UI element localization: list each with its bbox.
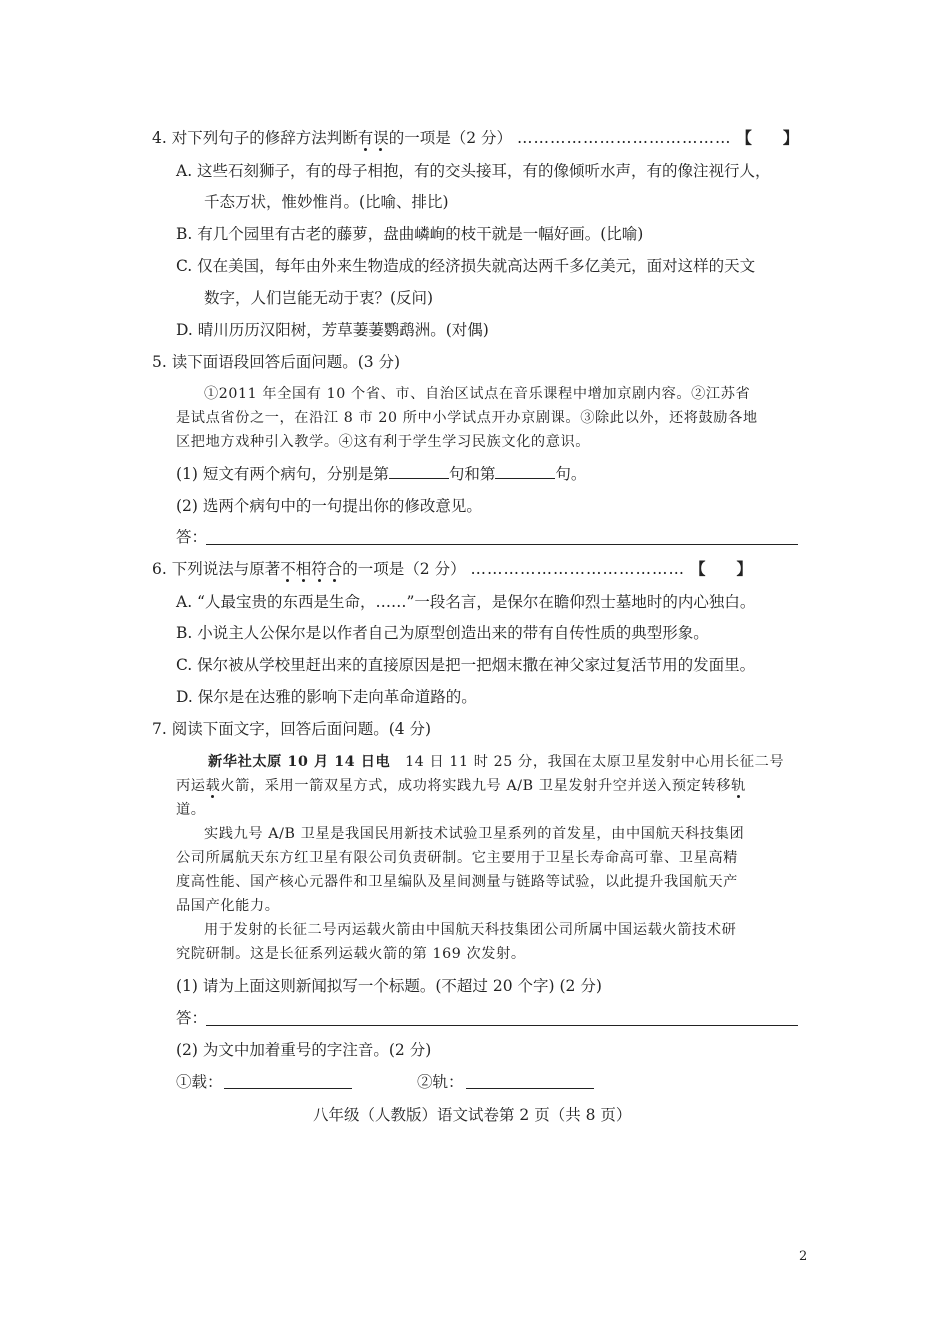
q4-option-d: D. 晴川历历汉阳树，芳草萋萋鹦鹉洲。(对偶) — [176, 321, 489, 339]
q6-option-a: A. “人最宝贵的东西是生命，……”一段名言，是保尔在瞻仰烈士墓地时的内心独白。 — [176, 593, 756, 611]
q4-option-a: A. 这些石刻狮子，有的母子相抱，有的交头接耳，有的像倾听水声，有的像注视行人， — [176, 162, 771, 180]
q4-stem: 4. 对下列句子的修辞方法判断有误的一项是（2 分） ………………………………… 【 】 — [152, 128, 799, 147]
q4-emph-2: 误 — [373, 129, 389, 147]
q5-answer-line[interactable] — [206, 524, 798, 545]
q7-p3-line-2: 究院研制。这是长征系列运载火箭的第 169 次发射。 — [176, 946, 526, 962]
q4-leader-dots: ………………………………… — [516, 129, 732, 147]
q7-p1-line-1: 新华社太原 10 月 14 日电 14 日 11 时 25 分，我国在太原卫星发射中心用长征二号 — [208, 754, 785, 770]
q7-fill-2-label: ②轨： — [417, 1073, 464, 1091]
q5-paragraph-line-2: 是试点省份之一，在沿江 8 市 20 所中小学试点开办京剧课。③除此以外，还将鼓励各地 — [176, 410, 758, 426]
q4-option-c: C. 仅在美国，每年由外来生物造成的经济损失就高达两千多亿美元，面对这样的天文 — [176, 257, 756, 275]
page-number: 2 — [799, 1249, 808, 1264]
q7-dateline: 新华社太原 10 月 14 日电 — [208, 754, 391, 770]
page-footer: 八年级（人教版）语文试卷第 2 页（共 8 页） — [313, 1106, 632, 1124]
q7-sub2: (2) 为文中加着重号的字注音。(2 分) — [176, 1041, 432, 1059]
q7-p2-line-1: 实践九号 A/B 卫星是我国民用新技术试验卫星系列的首发星，由中国航天科技集团 — [204, 826, 745, 842]
q5-paragraph-line-1: ①2011 年全国有 10 个省、市、自治区试点在音乐课程中增加京剧内容。②江苏省 — [204, 386, 751, 402]
q5-paragraph-line-3: 区把地方戏种引入教学。④这有利于学生学习民族文化的意识。 — [176, 434, 591, 450]
q7-fill-2-blank[interactable] — [466, 1070, 594, 1089]
q7-p3-line-1: 用于发射的长征二号丙运载火箭由中国航天科技集团公司所属中国运载火箭技术研 — [204, 922, 737, 938]
q7-p2-line-3: 度高性能、国产核心元器件和卫星编队及星间测量与链路等试验，以此提升我国航天产 — [176, 874, 738, 890]
q4-option-c-cont: 数字，人们岂能无动于衷？(反问) — [204, 289, 434, 307]
q5-answer-label: 答： — [176, 528, 208, 546]
q6-leader-dots: ………………………………… — [470, 560, 686, 578]
q5-blank-2[interactable] — [495, 464, 555, 479]
q7-fill-1-blank[interactable] — [224, 1070, 352, 1089]
q5-blank-1[interactable] — [389, 464, 449, 479]
q7-sub1: (1) 请为上面这则新闻拟写一个标题。(不超过 20 个字) (2 分) — [176, 977, 602, 995]
q5-sub1: (1) 短文有两个病句，分别是第 句和第 句。 — [176, 465, 587, 483]
q6-option-c: C. 保尔被从学校里赶出来的直接原因是把一把烟末撒在神父家过复活节用的发面里。 — [176, 656, 756, 674]
q7-emph-zai: 载 — [205, 778, 221, 794]
q7-p2-line-4: 品国产化能力。 — [176, 898, 280, 914]
q4-option-a-cont: 千态万状，惟妙惟肖。(比喻、排比) — [204, 193, 449, 211]
q7-answer-label: 答： — [176, 1009, 208, 1027]
q4-answer-bracket: 【 】 — [736, 128, 799, 147]
q7-answer-line[interactable] — [206, 1005, 798, 1026]
q5-sub2: (2) 选两个病句中的一句提出你的修改意见。 — [176, 497, 482, 515]
q6-emph-3: 符 — [311, 560, 327, 578]
q4-emph-1: 有 — [357, 129, 374, 147]
q4-option-b: B. 有几个园里有古老的藤萝，盘曲嶙峋的枝干就是一幅好画。(比喻) — [176, 225, 644, 243]
q6-emph-4: 合 — [326, 560, 343, 578]
q7-p1-line-3: 道。 — [176, 802, 206, 818]
q6-answer-bracket: 【 】 — [689, 559, 752, 578]
q6-emph-2: 相 — [295, 560, 312, 578]
q7-p1-line-2: 丙运载火箭，采用一箭双星方式，成功将实践九号 A/B 卫星发射升空并送入预定转移轨 — [176, 778, 746, 794]
q5-stem: 5. 读下面语段回答后面问题。(3 分) — [152, 353, 401, 371]
q6-stem: 6. 下列说法与原著不相符合的一项是（2 分） ………………………………… 【 】 — [152, 559, 752, 578]
q7-p2-line-2: 公司所属航天东方红卫星有限公司负责研制。它主要用于卫星长寿命高可靠、卫星高精 — [176, 850, 738, 866]
q7-emph-gui: 轨 — [731, 778, 746, 794]
q7-fill-1-label: ①载： — [176, 1073, 223, 1091]
q6-option-d: D. 保尔是在达雅的影响下走向革命道路的。 — [176, 688, 477, 706]
q6-emph-1: 不 — [280, 560, 296, 578]
q6-option-b: B. 小说主人公保尔是以作者自己为原型创造出来的带有自传性质的典型形象。 — [176, 624, 709, 642]
q7-stem: 7. 阅读下面文字，回答后面问题。(4 分) — [152, 720, 432, 738]
